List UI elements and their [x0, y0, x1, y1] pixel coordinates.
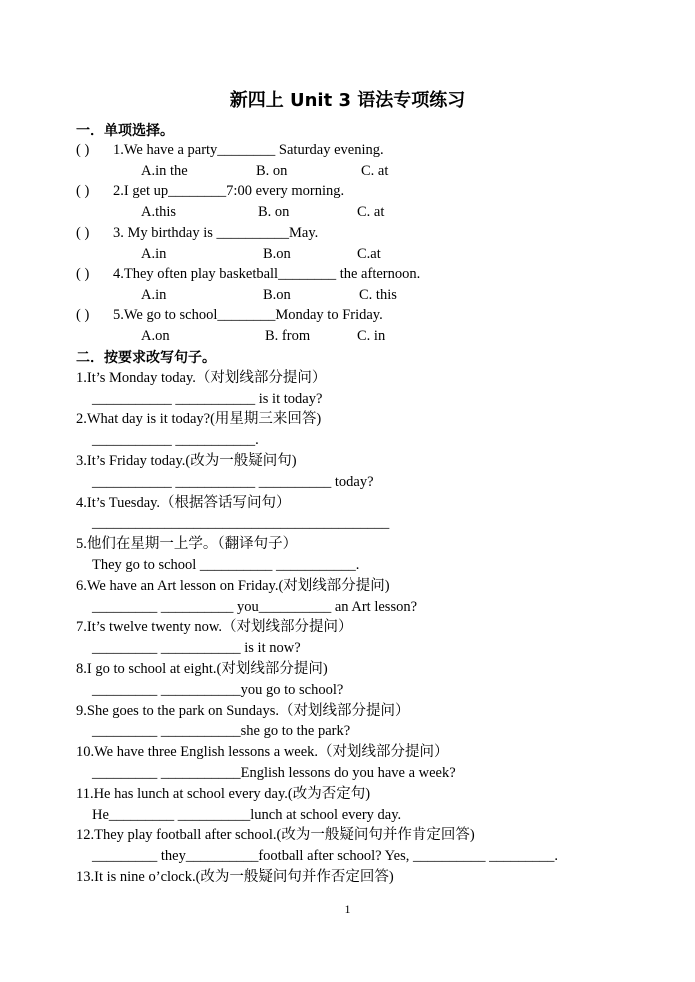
rewrite-12-question: 12.They play football after school.(改为一般疑问句并作肯定回答) — [76, 827, 475, 843]
rewrite-9-question: 9.She goes to the park on Sundays.（对划线部分提问） — [76, 703, 410, 719]
mc-1-stem: 1.We have a party________ Saturday evening. — [113, 142, 384, 158]
rewrite-13-question: 13.It is nine o’clock.(改为一般疑问句并作否定回答) — [76, 869, 394, 885]
rewrite-3-question: 3.It’s Friday today.(改为一般疑问句) — [76, 453, 297, 469]
mc-4-stem: 4.They often play basketball________ the afternoon. — [113, 266, 421, 282]
rewrite-8-answer: _________ ___________you go to school? — [92, 682, 344, 698]
rewrite-10-question: 10.We have three English lessons a week.（对划线部分提问） — [76, 744, 449, 760]
rewrite-5-question: 5.他们在星期一上学。（翻译句子） — [76, 536, 298, 552]
rewrite-7-answer: _________ ___________ is it now? — [92, 640, 301, 656]
section-heading-multiple-choice: 一．单项选择。 — [76, 123, 174, 139]
rewrite-6-question: 6.We have an Art lesson on Friday.(对划线部分提问) — [76, 578, 390, 594]
mc-1-option-c: C. at — [361, 163, 389, 179]
rewrite-1-answer: ___________ ___________ is it today? — [92, 391, 323, 407]
mc-4-option-c: C. this — [359, 287, 397, 303]
page-number: 1 — [344, 902, 351, 916]
page-title: 新四上 Unit 3 语法专项练习 — [229, 90, 466, 111]
mc-3-option-c: C.at — [357, 246, 381, 262]
mc-2-option-a: A.this — [141, 204, 177, 220]
rewrite-4-question: 4.It’s Tuesday.（根据答话写问句） — [76, 495, 291, 511]
mc-4-paren: ( ) — [76, 266, 90, 282]
rewrite-1-question: 1.It’s Monday today.（对划线部分提问） — [76, 370, 327, 386]
rewrite-11-answer: He_________ __________lunch at school every day. — [92, 807, 402, 823]
rewrite-9-answer: _________ ___________she go to the park? — [92, 723, 351, 739]
mc-3-option-a: A.in — [141, 246, 167, 262]
rewrite-5-answer: They go to school __________ ___________. — [92, 557, 360, 573]
rewrite-3-answer: ___________ ___________ __________ today? — [92, 474, 374, 490]
mc-4-option-a: A.in — [141, 287, 167, 303]
mc-4-option-b: B.on — [263, 287, 291, 303]
rewrite-12-answer: _________ they__________football after school? Yes, __________ _________. — [92, 848, 558, 864]
rewrite-7-question: 7.It’s twelve twenty now.（对划线部分提问） — [76, 619, 353, 635]
rewrite-6-answer: _________ __________ you__________ an Art lesson? — [92, 599, 418, 615]
mc-3-stem: 3. My birthday is __________May. — [113, 225, 319, 241]
mc-2-option-b: B. on — [258, 204, 290, 220]
section-heading-rewrite: 二．按要求改写句子。 — [76, 350, 216, 366]
mc-3-paren: ( ) — [76, 225, 90, 241]
mc-2-stem: 2.I get up________7:00 every morning. — [113, 183, 345, 199]
mc-5-option-b: B. from — [265, 328, 311, 344]
mc-5-option-a: A.on — [141, 328, 170, 344]
rewrite-10-answer: _________ ___________English lessons do you have a week? — [92, 765, 456, 781]
mc-3-option-b: B.on — [263, 246, 291, 262]
mc-1-option-b: B. on — [256, 163, 288, 179]
mc-1-option-a: A.in the — [141, 163, 188, 179]
rewrite-11-question: 11.He has lunch at school every day.(改为否定句) — [76, 786, 371, 802]
rewrite-4-answer: _________________________________________ — [92, 515, 390, 531]
rewrite-2-question: 2.What day is it today?(用星期三来回答) — [76, 411, 322, 427]
mc-2-paren: ( ) — [76, 183, 90, 199]
mc-2-option-c: C. at — [357, 204, 385, 220]
rewrite-2-answer: ___________ ___________. — [92, 432, 259, 448]
mc-5-option-c: C. in — [357, 328, 386, 344]
mc-5-paren: ( ) — [76, 307, 90, 323]
mc-1-paren: ( ) — [76, 142, 90, 158]
rewrite-8-question: 8.I go to school at eight.(对划线部分提问) — [76, 661, 328, 677]
mc-5-stem: 5.We go to school________Monday to Friday. — [113, 307, 383, 323]
